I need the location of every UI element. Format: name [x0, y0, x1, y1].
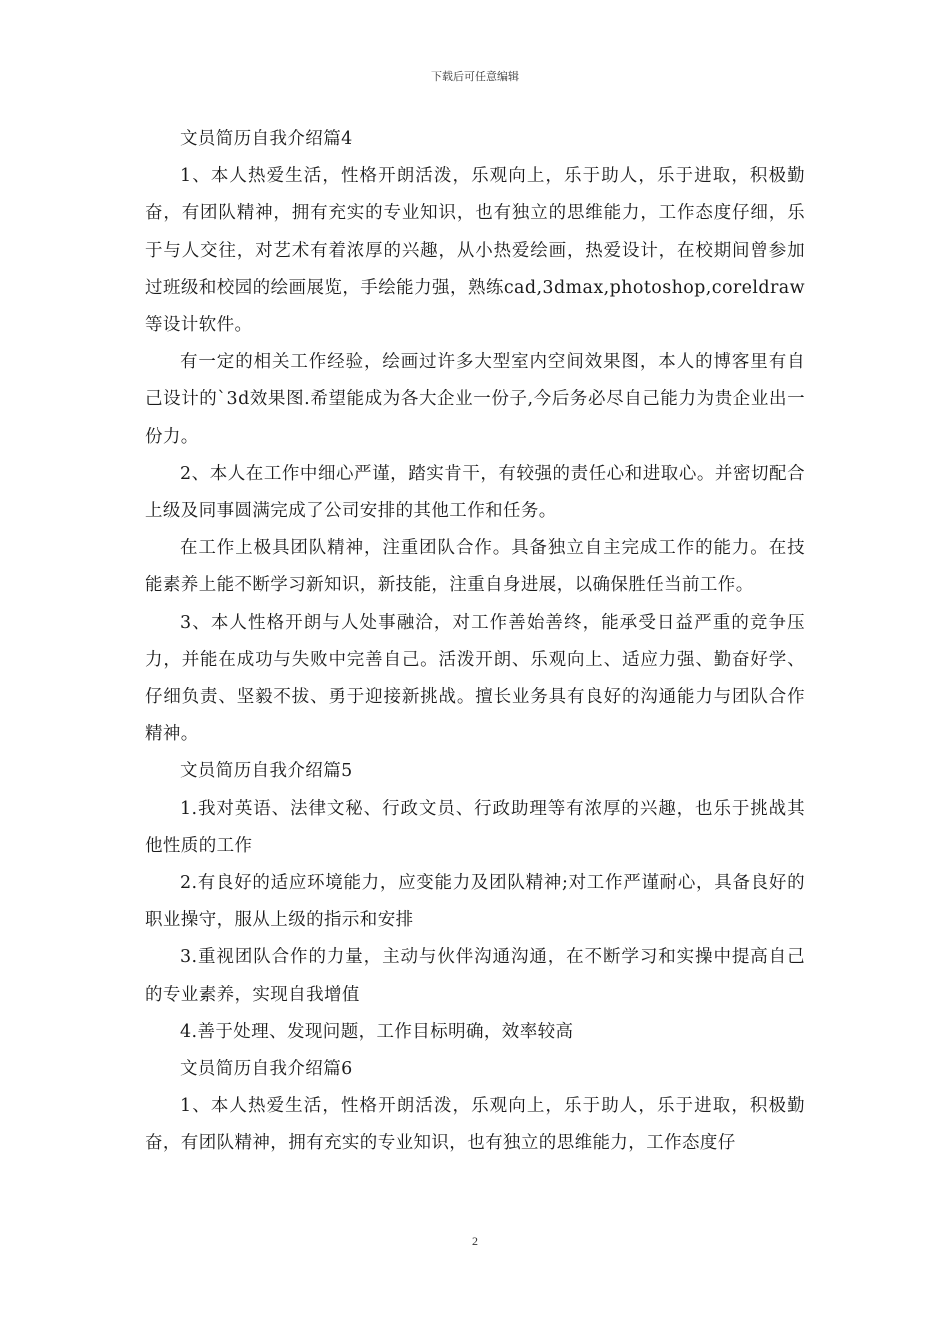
paragraph: 1.我对英语、法律文秘、行政文员、行政助理等有浓厚的兴趣，也乐于挑战其他性质的工作 [145, 798, 805, 856]
paragraph: 2.有良好的适应环境能力，应变能力及团队精神;对工作严谨耐心，具备良好的职业操守，服从上级的指示和安排 [145, 873, 805, 931]
paragraph: 1、本人热爱生活，性格开朗活泼，乐观向上，乐于助人，乐于进取，积极勤奋，有团队精神，拥有充实的专业知识，也有独立的思维能力，工作态度仔 [145, 1096, 805, 1154]
paragraph: 有一定的相关工作经验，绘画过许多大型室内空间效果图，本人的博客里有自己设计的`3d效果图.希望能成为各大企业一份子,今后务必尽自己能力为贵企业出一份力。 [145, 352, 805, 447]
paragraph: 3、本人性格开朗与人处事融洽，对工作善始善终，能承受日益严重的竞争压力，并能在成功与失败中完善自己。活泼开朗、乐观向上、适应力强、勤奋好学、仔细负责、坚毅不拔、勇于迎接新挑战。擅长业务具有良好的沟通能力与团队合作精神。 [145, 612, 805, 745]
page-number: 2 [472, 1234, 478, 1248]
paragraph: 3.重视团队合作的力量，主动与伙伴沟通沟通，在不断学习和实操中提高自己的专业素养，实现自我增值 [145, 947, 805, 1005]
section-heading: 文员简历自我介绍篇5 [180, 761, 353, 782]
paragraph: 1、本人热爱生活，性格开朗活泼，乐观向上，乐于助人，乐于进取，积极勤奋，有团队精神，拥有充实的专业知识，也有独立的思维能力，工作态度仔细，乐于与人交往，对艺术有着浓厚的兴趣，从小热爱绘画，热爱设计，在校期间曾参加过班级和校园的绘画展览，手绘能力强，熟练cad,3dmax,photoshop,coreldraw等设计软件。 [145, 166, 805, 336]
section-heading: 文员简历自我介绍篇4 [180, 129, 353, 149]
page-header: 下载后可任意编辑 [431, 70, 519, 83]
paragraph: 2、本人在工作中细心严谨，踏实肯干，有较强的责任心和进取心。并密切配合上级及同事圆满完成了公司安排的其他工作和任务。 [145, 463, 805, 522]
document-body [145, 121, 805, 1163]
paragraph: 4.善于处理、发现问题，工作目标明确，效率较高 [180, 1021, 574, 1042]
section-heading: 文员简历自我介绍篇6 [180, 1059, 353, 1080]
paragraph: 在工作上极具团队精神，注重团队合作。具备独立自主完成工作的能力。在技能素养上能不断学习新知识，新技能，注重自身进展，以确保胜任当前工作。 [145, 538, 805, 596]
